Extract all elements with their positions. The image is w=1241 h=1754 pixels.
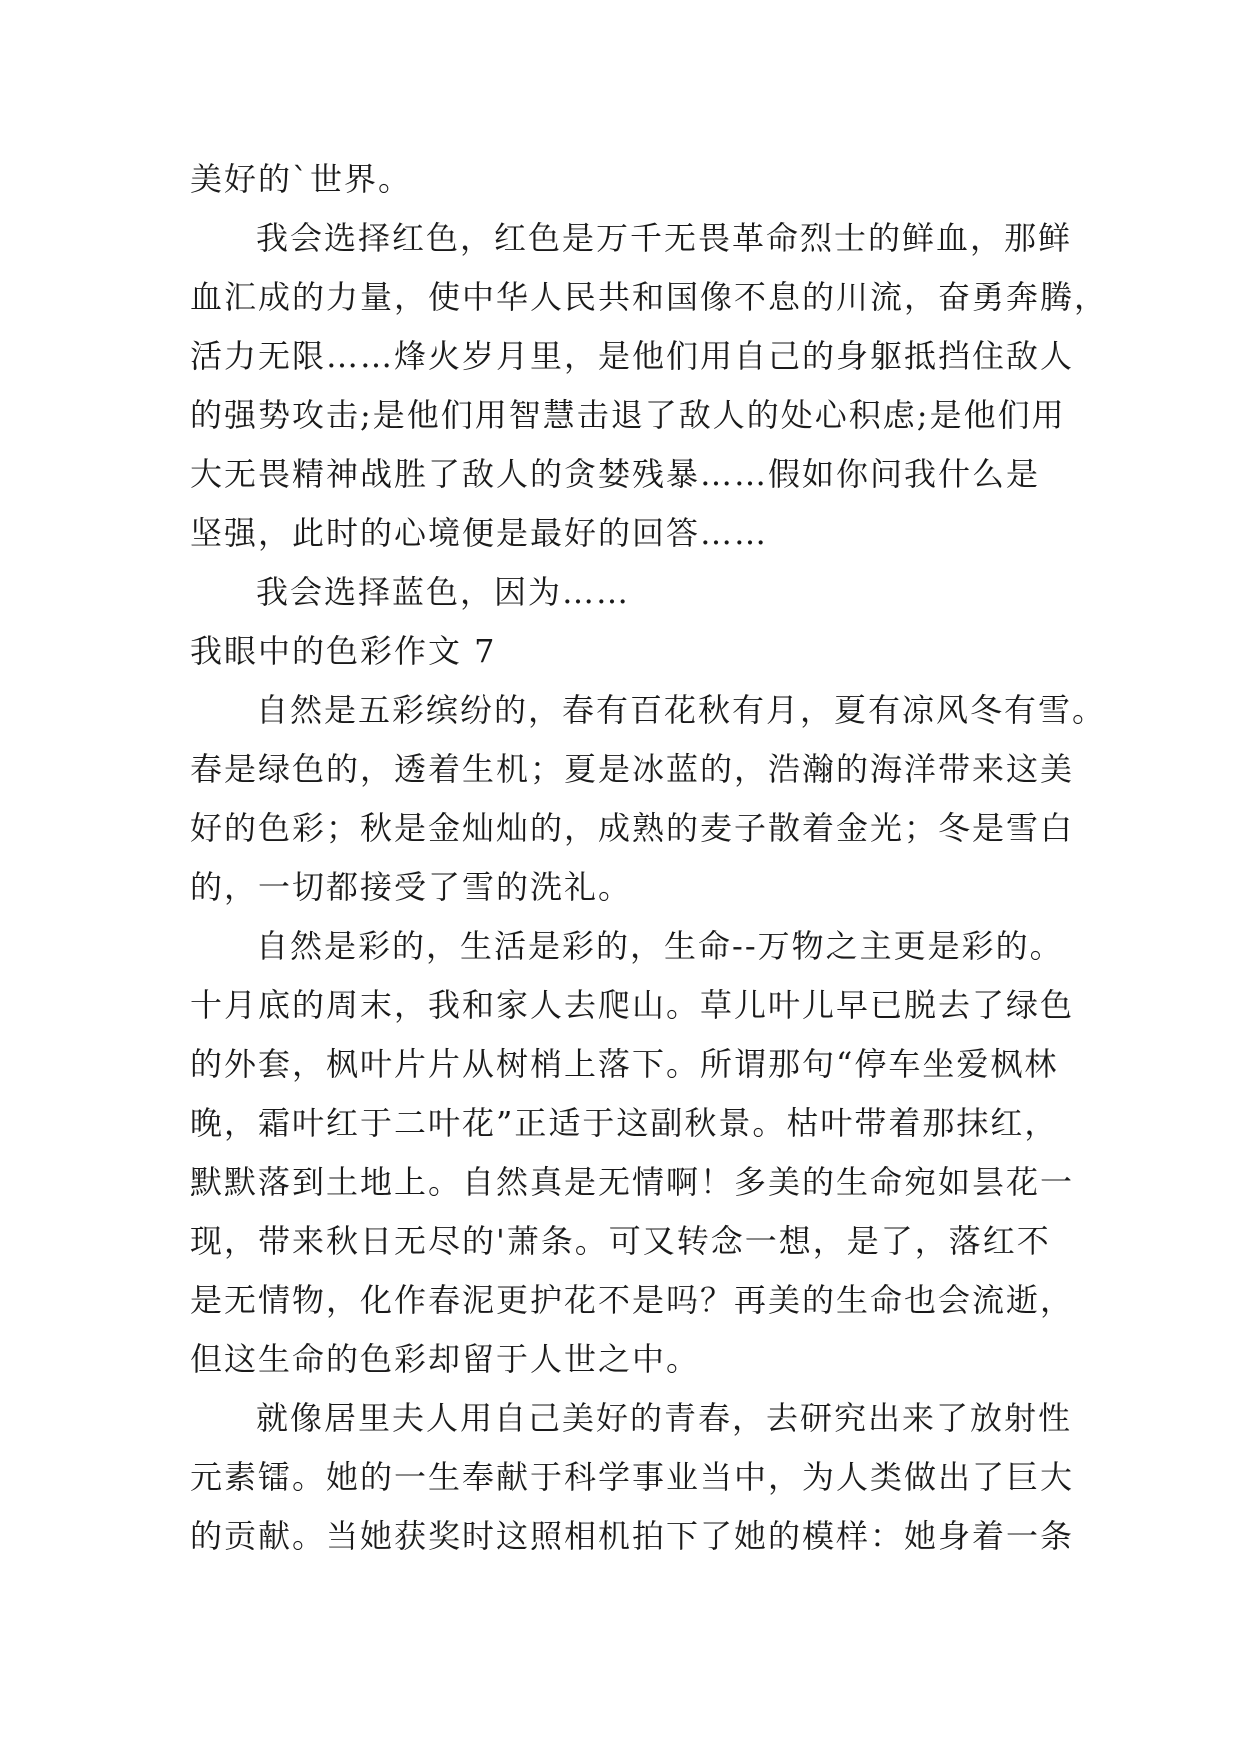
text-line-21: 但这生命的色彩却留于人世之中。 bbox=[190, 1340, 701, 1378]
text-line-13: 的，一切都接受了雪的洗礼。 bbox=[190, 868, 633, 906]
text-line-1: 美好的`世界。 bbox=[190, 160, 413, 198]
text-line-11: 春是绿色的，透着生机；夏是冰蓝的，浩瀚的海洋带来这美 bbox=[190, 750, 1075, 788]
text-line-24: 的贡献。当她获奖时这照相机拍下了她的模样：她身着一条 bbox=[190, 1517, 1075, 1555]
text-line-3: 血汇成的力量，使中华人民共和国像不息的川流，奋勇奔腾， bbox=[190, 278, 1109, 316]
text-line-5: 的强势攻击;是他们用智慧击退了敌人的处心积虑;是他们用 bbox=[190, 396, 1066, 434]
text-line-6: 大无畏精神战胜了敌人的贪婪残暴……假如你问我什么是 bbox=[190, 455, 1041, 493]
text-line-23: 元素镭。她的一生奉献于科学事业当中，为人类做出了巨大 bbox=[190, 1458, 1075, 1496]
section-heading: 我眼中的色彩作文 7 bbox=[190, 632, 497, 670]
text-line-10: 自然是五彩缤纷的，春有百花秋有月，夏有凉风冬有雪。 bbox=[256, 691, 1107, 729]
text-line-20: 是无情物，化作春泥更护花不是吗？再美的生命也会流逝， bbox=[190, 1281, 1075, 1319]
text-line-8: 我会选择蓝色，因为…… bbox=[256, 573, 631, 611]
text-line-18: 默默落到土地上。自然真是无情啊！多美的生命宛如昙花一 bbox=[190, 1163, 1075, 1201]
document-body bbox=[190, 150, 1109, 1566]
text-line-19: 现，带来秋日无尽的'萧条。可又转念一想，是了，落红不 bbox=[190, 1222, 1051, 1260]
text-line-4: 活力无限……烽火岁月里，是他们用自己的身躯抵挡住敌人 bbox=[190, 337, 1075, 375]
text-line-12: 好的色彩；秋是金灿灿的，成熟的麦子散着金光；冬是雪白 bbox=[190, 809, 1075, 847]
text-line-22: 就像居里夫人用自己美好的青春，去研究出来了放射性 bbox=[256, 1399, 1073, 1437]
text-line-16: 的外套，枫叶片片从树梢上落下。所谓那句“停车坐爱枫林 bbox=[190, 1045, 1059, 1083]
text-line-2: 我会选择红色，红色是万千无畏革命烈士的鲜血，那鲜 bbox=[256, 219, 1073, 257]
text-line-7: 坚强，此时的心境便是最好的回答…… bbox=[190, 514, 769, 552]
text-line-15: 十月底的周末，我和家人去爬山。草儿叶儿早已脱去了绿色 bbox=[190, 986, 1075, 1024]
text-line-14: 自然是彩的，生活是彩的，生命--万物之主更是彩的。 bbox=[256, 927, 1064, 965]
text-line-17: 晚，霜叶红于二叶花”正适于这副秋景。枯叶带着那抹红， bbox=[190, 1104, 1059, 1142]
